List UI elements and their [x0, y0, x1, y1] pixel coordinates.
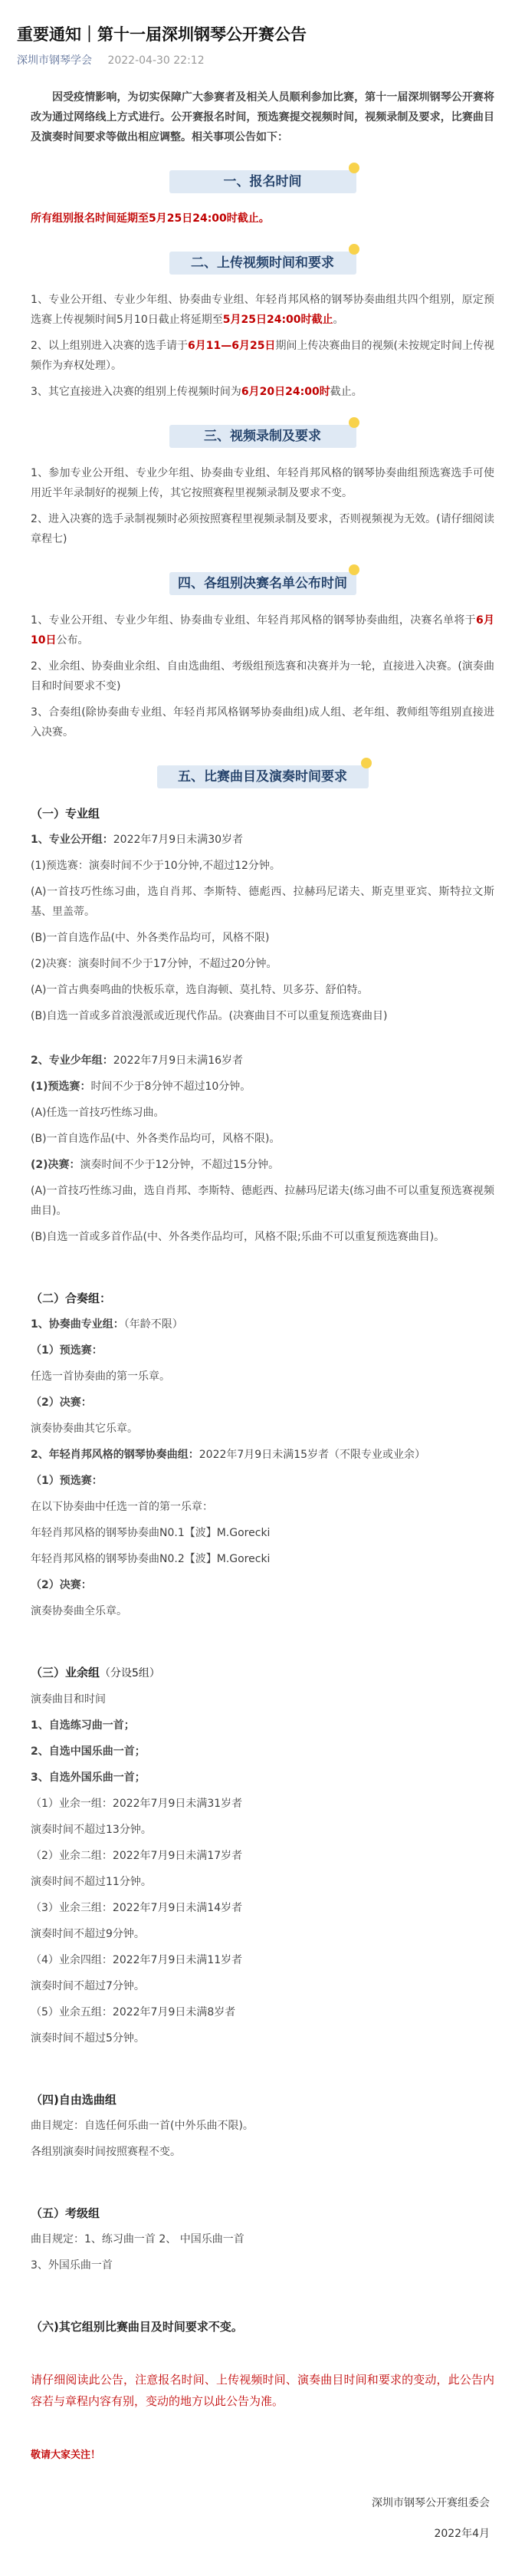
- closing-line: 敬请大家关注！: [31, 2449, 101, 2461]
- chopin-concerto-lines: [17, 1497, 508, 1569]
- group-title-free: （四)自由选曲组: [31, 2093, 116, 2107]
- group-line: (1)预选赛：时间不少于8分钟不超过10分钟。: [31, 1081, 251, 1093]
- section-heading-5: 五、比赛曲目及演奏时间要求: [157, 762, 369, 790]
- signature-org: 深圳市钢琴公开赛组委会: [372, 2497, 490, 2509]
- article-meta: [17, 52, 508, 67]
- group-line: 演奏曲目和时间: [31, 1693, 106, 1706]
- group-line: （1）预选赛：: [31, 1344, 103, 1357]
- list-line: 2、自选中国乐曲一首；: [31, 1745, 146, 1758]
- section-heading-1: 一、报名时间: [169, 167, 356, 195]
- group-title-professional: （一）专业组: [31, 807, 100, 821]
- finalist-paragraph-3: 3、合奏组(除协奏曲专业组、年轻肖邦风格钢琴协奏曲组)成人组、老年组、教师组等组别直接进入决赛。: [31, 706, 494, 739]
- group-line: 3、外国乐曲一首: [31, 2259, 113, 2272]
- group-line: 曲目规定：1、练习曲一首 2、 中国乐曲一首: [31, 2233, 244, 2245]
- list-line: 在以下协奏曲中任选一首的第一乐章：: [31, 1501, 213, 1513]
- list-line: (B)一首自选作品(中、外各类作品均可，风格不限): [31, 932, 270, 944]
- finalist-paragraph-2: 2、业余组、协奏曲业余组、自由选曲组、考级组预选赛和决赛并为一轮，直接进入决赛。(演奏曲目和时间要求不变): [31, 660, 494, 693]
- group-title-amateur: （三）业余组（分设5组）: [31, 1666, 160, 1679]
- amateur-group-line: （4）业余四组：2022年7月9日未满11岁者: [31, 1954, 243, 1966]
- list-line: 3、自选外国乐曲一首；: [31, 1772, 146, 1784]
- article-body: [17, 87, 508, 2545]
- group-line: （2）决赛：: [31, 1579, 92, 1591]
- section-heading-4: 四、各组别决赛名单公布时间: [169, 569, 356, 597]
- list-line: (B)自选一首或多首浪漫派或近现代作品。(决赛曲目不可以重复预选赛曲目): [31, 1010, 388, 1022]
- group-line: （1）预选赛：: [31, 1475, 103, 1487]
- list-line: (B)一首自选作品(中、外各类作品均可，风格不限)。: [31, 1133, 281, 1145]
- section-heading-3: 三、视频录制及要求: [169, 422, 356, 449]
- amateur-time-line: 演奏时间不超过5分钟。: [31, 2032, 145, 2045]
- upload-paragraph-2: 2、以上组别进入决赛的选手请于6月11—6月25日期间上传决赛曲目的视频(未按规定时间上传视频作为弃权处理）。: [31, 340, 494, 372]
- account-link[interactable]: 深圳市钢琴学会: [17, 54, 92, 67]
- list-line: (B)自选一首或多首作品(中、外各类作品均可，风格不限;乐曲不可以重复预选赛曲目)。: [31, 1231, 445, 1243]
- open-group-lines: [17, 856, 508, 1026]
- list-line: 年轻肖邦风格的钢琴协奏曲N0.2【波】M.Gorecki: [31, 1553, 271, 1565]
- group-line: 2、年轻肖邦风格的钢琴协奏曲组：2022年7月9日未满15岁者（不限专业或业余）: [31, 1449, 426, 1461]
- list-line: (A)一首古典奏鸣曲的快板乐章，选自海顿、莫扎特、贝多芬、舒伯特。: [31, 984, 369, 996]
- upload-paragraph-3: 3、其它直接进入决赛的组别上传视频时间为6月20日24:00时截止。: [31, 386, 363, 398]
- list-line: (A)一首技巧性练习曲，选自肖邦、李斯特、德彪西、拉赫玛尼诺夫(练习曲不可以重复预选赛视频曲目)。: [31, 1185, 494, 1217]
- finalist-paragraph-1: 1、专业公开组、专业少年组、协奏曲专业组、年轻肖邦风格的钢琴协奏曲组，决赛名单将于6月10日公布。: [31, 614, 495, 646]
- list-line: 1、自选练习曲一首；: [31, 1719, 135, 1732]
- list-line: (A)任选一首技巧性练习曲。: [31, 1107, 165, 1119]
- junior-final-lines: [17, 1181, 508, 1247]
- group-line: 1、专业公开组：2022年7月9日未满30岁者: [31, 834, 244, 846]
- intro-paragraph: 因受疫情影响，为切实保障广大参赛者及相关人员顺利参加比赛，第十一届深圳钢琴公开赛将改为通过网络线上方式进行。公开赛报名时间，预选赛提交视频时间，视频录制及要求，比赛曲目及演奏时间要求等做出相应调整。相关事项公告如下：: [31, 91, 494, 143]
- amateur-requirements: [17, 1716, 508, 1788]
- amateur-group-line: （1）业余一组：2022年7月9日未满31岁者: [31, 1798, 243, 1810]
- group-line: 曲目规定：自选任何乐曲一首(中外乐曲不限)。: [31, 2120, 254, 2132]
- deadline-line: 所有组别报名时间延期至5月25日24:00时截止。: [31, 212, 270, 225]
- amateur-time-line: 演奏时间不超过11分钟。: [31, 1876, 152, 1888]
- article-title: 重要通知｜第十一届深圳钢琴公开赛公告: [17, 25, 307, 44]
- publish-date: 2022-04-30 22:12: [107, 54, 205, 67]
- group-title-ensemble: （二）合奏组：: [31, 1291, 112, 1305]
- junior-group-lines: [17, 1103, 508, 1149]
- video-paragraph-2: 2、进入决赛的选手录制视频时必须按照赛程里视频录制及要求，否则视频视为无效。(请仔细阅读章程七): [31, 513, 494, 545]
- amateur-time-line: 演奏时间不超过7分钟。: [31, 1980, 145, 1992]
- group-line: 任选一首协奏曲的第一乐章。: [31, 1370, 170, 1383]
- group-line: (2)决赛：演奏时间不少于12分钟，不超过15分钟。: [31, 1159, 280, 1171]
- amateur-group-line: （5）业余五组：2022年7月9日未满8岁者: [31, 2006, 236, 2018]
- notice-paragraph: 请仔细阅读此公告，注意报名时间、上传视频时间、演奏曲目时间和要求的变动，此公告内容若与章程内容有别，变动的地方以此公告为准。: [31, 2373, 494, 2408]
- list-line: (2)决赛：演奏时间不少于17分钟，不超过20分钟。: [31, 958, 277, 970]
- section-heading-2: 二、上传视频时间和要求: [169, 248, 356, 276]
- group-line: 1、协奏曲专业组：（年龄不限）: [31, 1318, 183, 1331]
- amateur-time-line: 演奏时间不超过9分钟。: [31, 1928, 145, 1940]
- group-title-grade: （五）考级组: [31, 2206, 100, 2220]
- upload-paragraph-1: 1、专业公开组、专业少年组、协奏曲专业组、年轻肖邦风格的钢琴协奏曲组共四个组别，原定预选赛上传视频时间5月10日截止将延期至5月25日24:00时截止。: [31, 294, 494, 326]
- group-line: 各组别演奏时间按照赛程不变。: [31, 2146, 181, 2158]
- list-line: 年轻肖邦风格的钢琴协奏曲N0.1【波】M.Gorecki: [31, 1527, 271, 1539]
- video-paragraph-1: 1、参加专业公开组、专业少年组、协奏曲专业组、年轻肖邦风格的钢琴协奏曲组预选赛选手可使用近半年录制好的视频上传，其它按照赛程里视频录制及要求不变。: [31, 467, 494, 499]
- amateur-groups: [17, 1794, 508, 2048]
- amateur-time-line: 演奏时间不超过13分钟。: [31, 1824, 152, 1836]
- list-line: (A)一首技巧性练习曲，选自肖邦、李斯特、德彪西、拉赫玛尼诺夫、斯克里亚宾、斯特拉文斯基、里盖蒂。: [31, 886, 494, 918]
- group-title-other: （六)其它组别比赛曲目及时间要求不变。: [31, 2320, 243, 2334]
- group-line: （2）决赛：: [31, 1397, 92, 1409]
- group-line: 2、专业少年组：2022年7月9日未满16岁者: [31, 1054, 244, 1067]
- group-line: 演奏协奏曲其它乐章。: [31, 1423, 138, 1435]
- list-line: (1)预选赛：演奏时间不少于10分钟,不超过12分钟。: [31, 860, 281, 872]
- signature-date: 2022年4月: [434, 2528, 490, 2540]
- group-line: 演奏协奏曲全乐章。: [31, 1605, 127, 1617]
- amateur-group-line: （2）业余二组：2022年7月9日未满17岁者: [31, 1850, 243, 1862]
- amateur-group-line: （3）业余三组：2022年7月9日未满14岁者: [31, 1902, 243, 1914]
